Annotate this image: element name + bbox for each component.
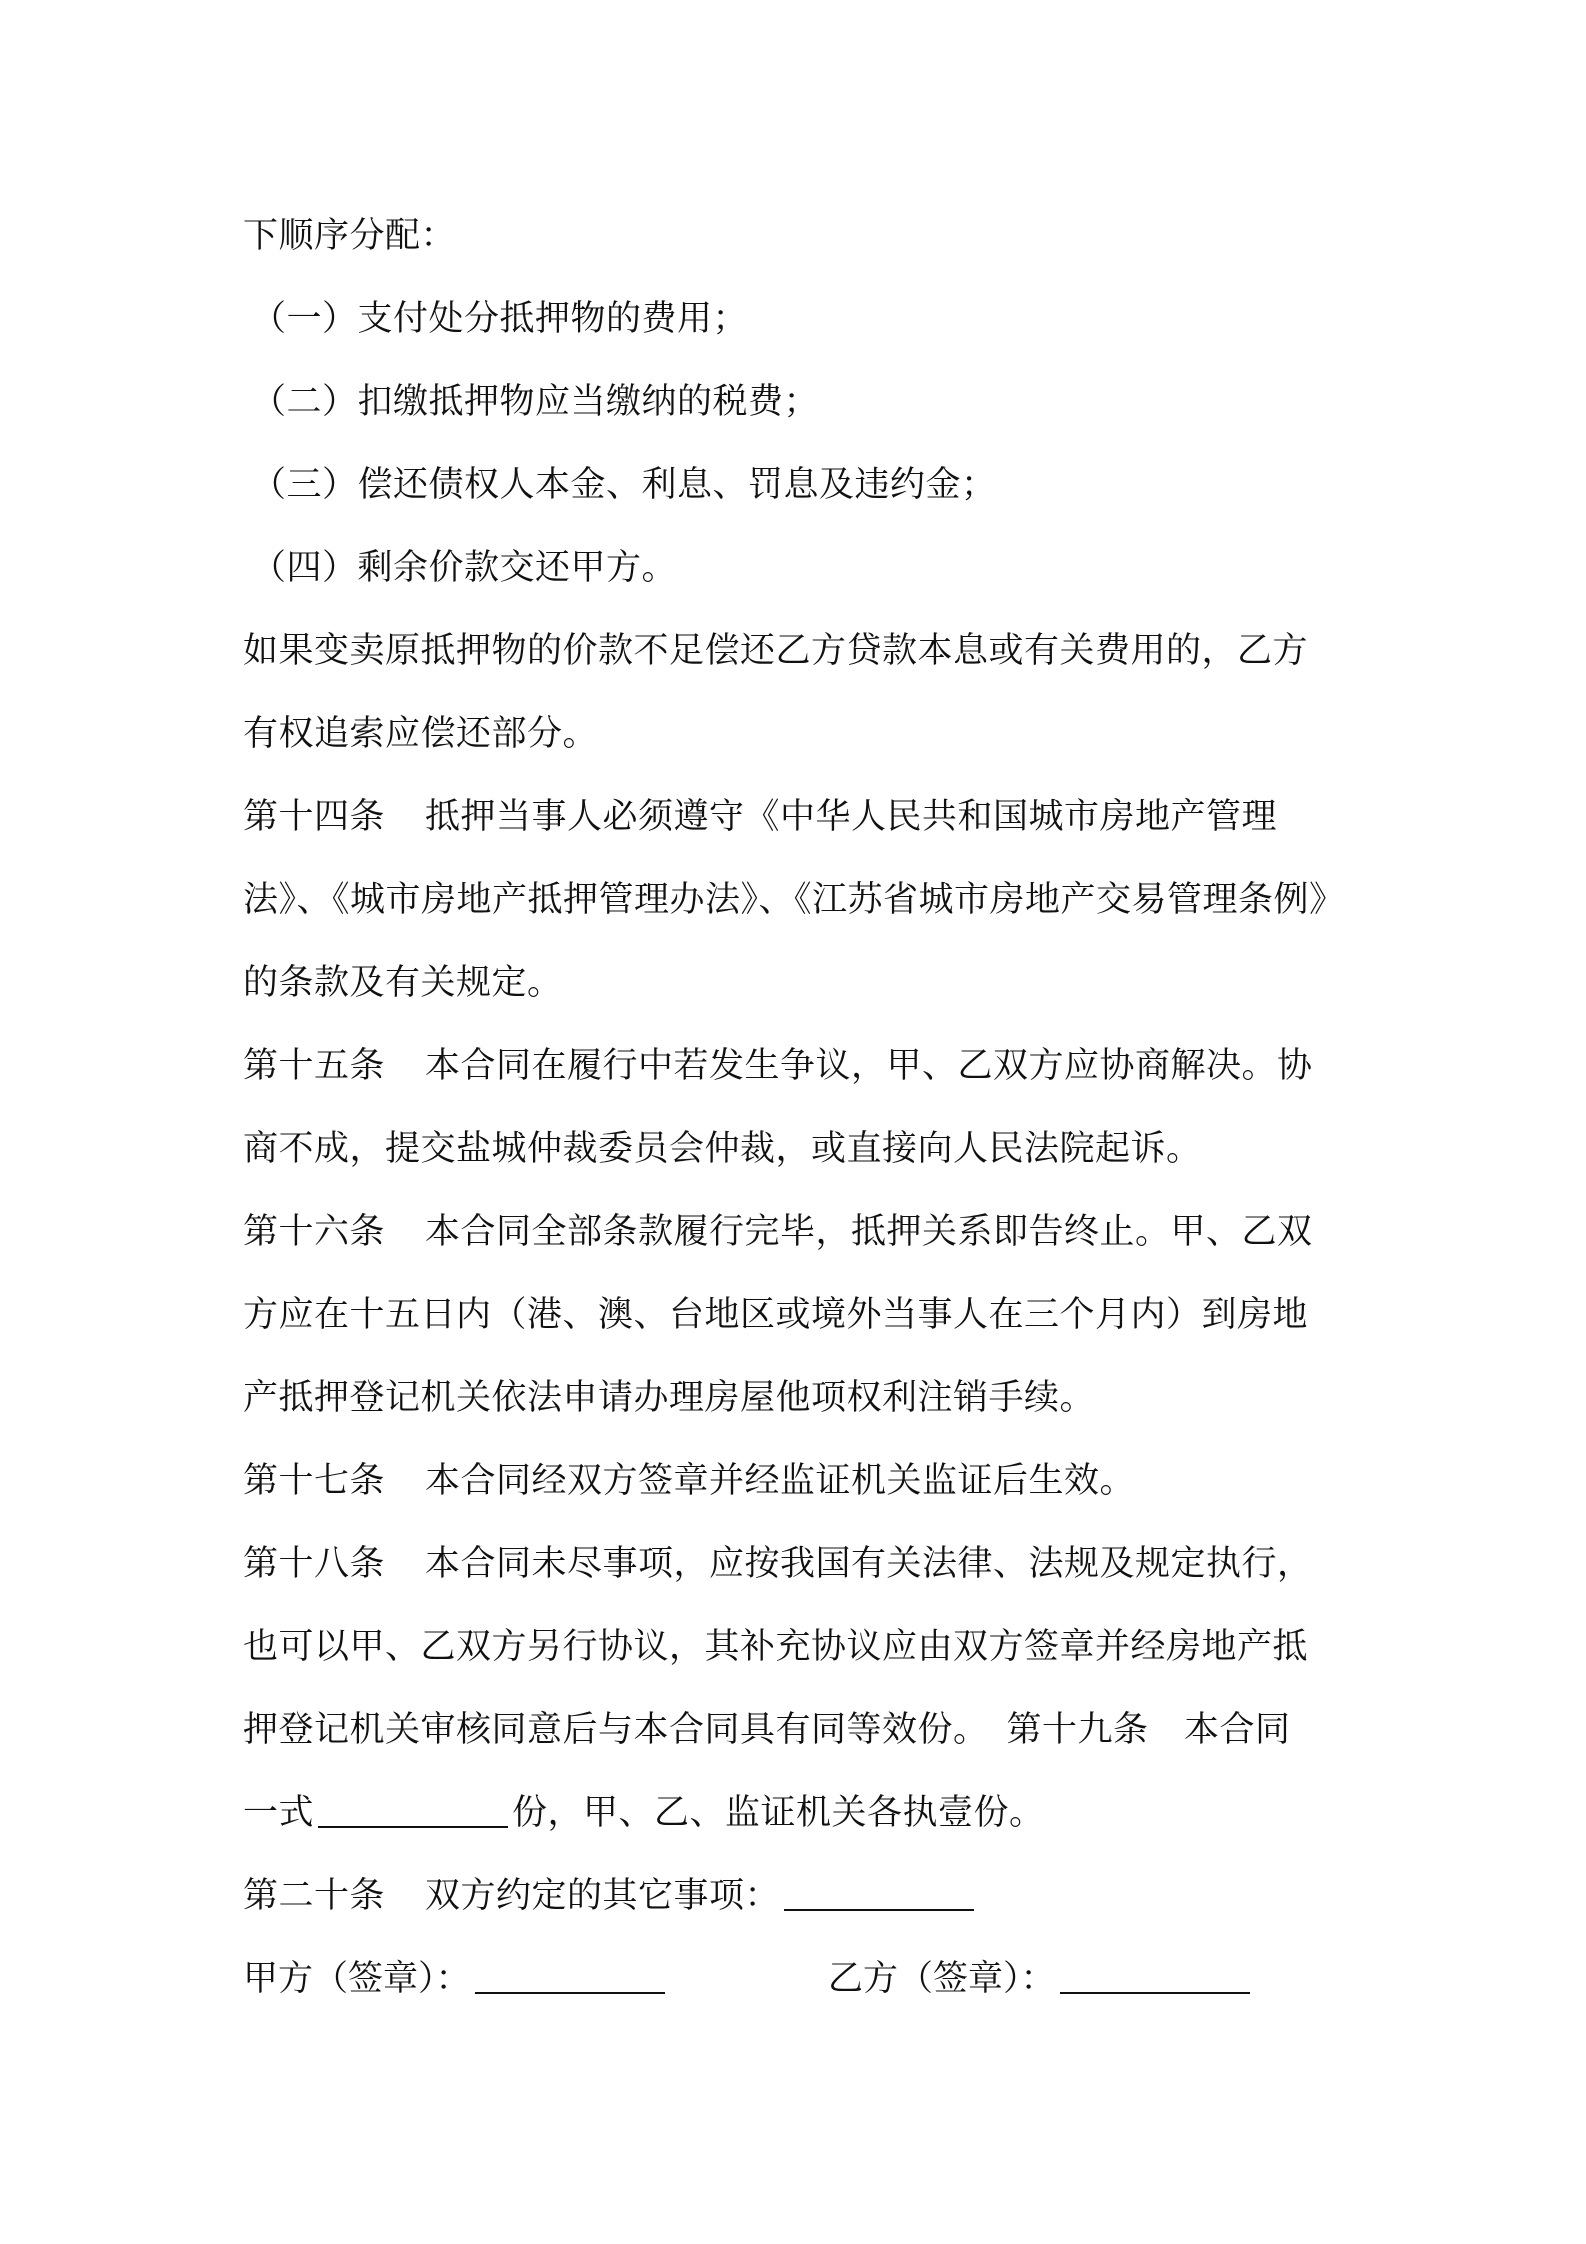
- copies-prefix: 一式: [243, 1793, 315, 1833]
- party-a-blank: [475, 1962, 665, 1994]
- copies-blank: [318, 1796, 508, 1828]
- line-text: 也可以甲、乙双方另行协议，其补充协议应由双方签章并经房地产抵: [243, 1627, 1309, 1667]
- article-label: 第十八条: [243, 1544, 386, 1584]
- article-label: 第二十条: [243, 1876, 386, 1916]
- paragraph-lines: [243, 195, 1355, 1772]
- article-text: 双方约定的其它事项：: [425, 1876, 781, 1916]
- party-a-label: 甲方（签章）：: [243, 1959, 471, 1999]
- line-text: （三）偿还债权人本金、利息、罚息及违约金；: [251, 465, 997, 505]
- text-line: [243, 527, 1355, 610]
- text-line: [243, 278, 1355, 361]
- article-label: 第十五条: [243, 1046, 386, 1086]
- text-line: [243, 1357, 1355, 1440]
- other-matters-blank: [784, 1879, 974, 1911]
- party-a-signature: [243, 1938, 828, 2021]
- signature-row: [243, 1938, 1355, 2021]
- party-b-blank: [1060, 1962, 1250, 1994]
- copies-line: [243, 1772, 1355, 1855]
- line-text: （一）支付处分抵押物的费用；: [251, 299, 749, 339]
- line-text: 本合同未尽事项，应按我国有关法律、法规及规定执行，: [425, 1544, 1313, 1584]
- text-line: [243, 1606, 1355, 1689]
- text-line: [243, 1108, 1355, 1191]
- article-20: [243, 1855, 1355, 1938]
- line-text: 的条款及有关规定。: [243, 963, 563, 1003]
- line-text: 押登记机关审核同意后与本合同具有同等效份。 第十九条 本合同: [243, 1710, 1291, 1750]
- line-text: 本合同在履行中若发生争议，甲、乙双方应协商解决。协: [425, 1046, 1313, 1086]
- line-text: 有权追索应偿还部分。: [243, 714, 599, 754]
- article-label: 第十七条: [243, 1461, 386, 1501]
- text-line: [243, 1274, 1355, 1357]
- copies-suffix: 份，甲、乙、监证机关各执壹份。: [512, 1793, 1045, 1833]
- line-text: 产抵押登记机关依法申请办理房屋他项权利注销手续。: [243, 1378, 1096, 1418]
- document-body: [243, 195, 1355, 2021]
- text-line: [243, 1689, 1355, 1772]
- text-line: [243, 859, 1355, 942]
- text-line: [243, 610, 1355, 693]
- text-line: [243, 444, 1355, 527]
- text-line: [243, 693, 1355, 776]
- line-text: 如果变卖原抵押物的价款不足偿还乙方贷款本息或有关费用的，乙方: [243, 631, 1309, 671]
- line-text: 法》、《城市房地产抵押管理办法》、《江苏省城市房地产交易管理条例》: [243, 880, 1345, 920]
- article-label: 第十四条: [243, 797, 386, 837]
- line-text: 商不成，提交盐城仲裁委员会仲裁，或直接向人民法院起诉。: [243, 1129, 1202, 1169]
- article-label: 第十六条: [243, 1212, 386, 1252]
- party-b-signature: [828, 1938, 1254, 2021]
- party-b-label: 乙方（签章）：: [828, 1959, 1056, 1999]
- text-line: [243, 1440, 1355, 1523]
- line-text: 下顺序分配：: [243, 216, 457, 256]
- line-text: 本合同经双方签章并经监证机关监证后生效。: [425, 1461, 1136, 1501]
- text-line: [243, 195, 1355, 278]
- line-text: （二）扣缴抵押物应当缴纳的税费；: [251, 382, 820, 422]
- text-line: [243, 942, 1355, 1025]
- text-line: [243, 1191, 1355, 1274]
- text-line: [243, 776, 1355, 859]
- line-text: 抵押当事人必须遵守《中华人民共和国城市房地产管理: [425, 797, 1278, 837]
- text-line: [243, 1025, 1355, 1108]
- line-text: 方应在十五日内（港、澳、台地区或境外当事人在三个月内）到房地: [243, 1295, 1309, 1335]
- text-line: [243, 361, 1355, 444]
- line-text: （四）剩余价款交还甲方。: [251, 548, 678, 588]
- text-line: [243, 1523, 1355, 1606]
- line-text: 本合同全部条款履行完毕，抵押关系即告终止。甲、乙双: [425, 1212, 1313, 1252]
